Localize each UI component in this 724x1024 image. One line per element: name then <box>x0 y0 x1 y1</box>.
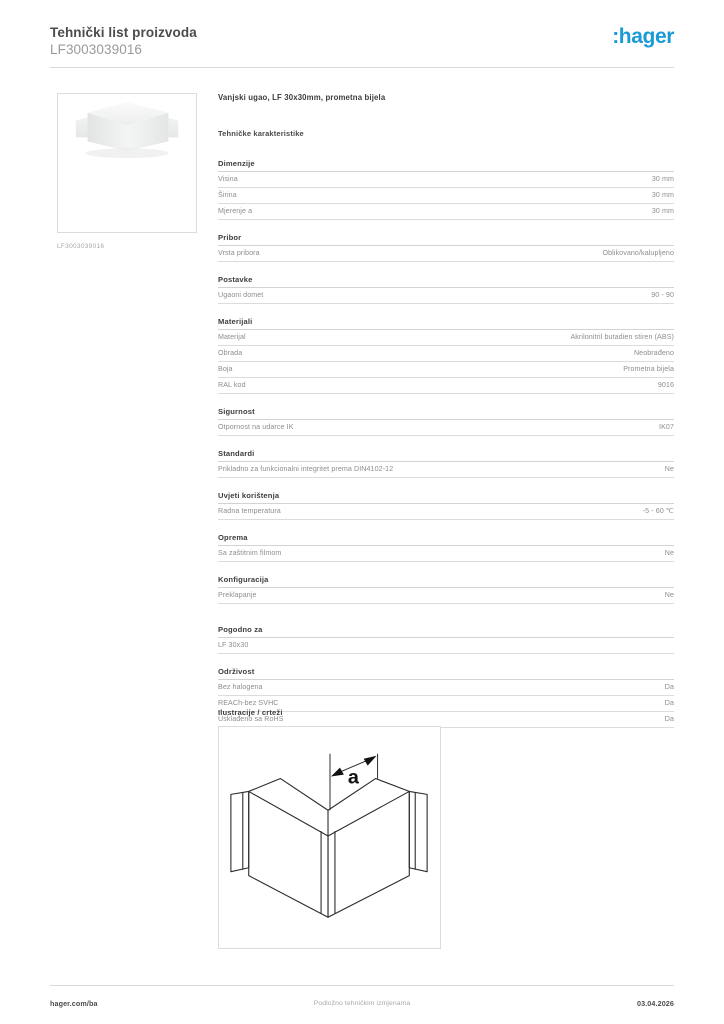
spec-group <box>218 533 674 562</box>
spec-row <box>218 680 674 696</box>
footer-divider <box>50 985 674 986</box>
product-reference: LF3003039016 <box>50 42 143 57</box>
header-titles <box>50 24 197 58</box>
spec-group <box>218 317 674 394</box>
spec-row-value: -5 - 60 ℃ <box>642 507 674 515</box>
spec-row-label: Visina <box>218 175 238 183</box>
spec-row-label: Otpornost na udarce IK <box>218 423 294 431</box>
spec-row-value: Ne <box>664 465 674 473</box>
dimension-label-a: a <box>347 766 359 789</box>
spec-row <box>218 362 674 378</box>
spec-row-value: Ne <box>664 549 674 557</box>
spec-group <box>218 575 674 604</box>
spec-row <box>218 188 674 204</box>
spec-row <box>218 288 674 304</box>
spec-group <box>218 449 674 478</box>
spec-group <box>218 625 674 654</box>
hager-logo: :hager <box>612 25 674 48</box>
spec-row <box>218 330 674 346</box>
spec-row <box>218 204 674 220</box>
spec-row-label: Preklapanje <box>218 591 257 599</box>
spec-group-title: Pribor <box>218 233 674 246</box>
spec-groups <box>218 159 674 728</box>
spec-row <box>218 378 674 394</box>
spec-row-label: Usklađeno sa RoHS <box>218 715 284 723</box>
footer-date: 03.04.2026 <box>637 998 674 1008</box>
spec-row-value: Da <box>664 699 674 707</box>
spec-row-label: Materijal <box>218 333 246 341</box>
spec-row-value: 90 - 90 <box>651 291 674 299</box>
spec-row-label: RAL kod <box>218 381 246 389</box>
spec-row-label: Širina <box>218 191 237 199</box>
spec-row-label: Mjerenje a <box>218 207 253 215</box>
spec-row-label: Ugaoni domet <box>218 291 264 299</box>
spec-row-label: Boja <box>218 365 233 373</box>
product-name: Vanjski ugao, LF 30x30mm, prometna bijela <box>218 93 386 102</box>
specification-content <box>218 93 674 741</box>
spec-row-value: Ne <box>664 591 674 599</box>
external-corner-technical-drawing <box>219 727 440 948</box>
spec-row <box>218 588 674 604</box>
illustrations-section <box>218 708 674 949</box>
specs-heading: Tehničke karakteristike <box>218 129 304 138</box>
illustrations-title: Ilustracije / crteži <box>218 708 283 717</box>
spec-row <box>218 504 674 520</box>
spec-row <box>218 172 674 188</box>
technical-drawing-frame <box>218 726 441 949</box>
spec-row-value: Akrilonitril butadien stiren (ABS) <box>570 333 674 341</box>
corner-piece-product-photo <box>58 94 196 232</box>
spec-group-title: Konfiguracija <box>218 575 674 588</box>
spec-group <box>218 407 674 436</box>
spec-row <box>218 638 674 654</box>
spec-row-value: 30 mm <box>651 191 674 199</box>
spec-row-label: Sa zaštitnim filmom <box>218 549 282 557</box>
spec-row <box>218 546 674 562</box>
spec-row-value: Da <box>664 683 674 691</box>
spec-row-label: Radna temperatura <box>218 507 281 515</box>
spec-group-title: Materijali <box>218 317 674 330</box>
spec-group <box>218 275 674 304</box>
spec-group-title: Održivost <box>218 667 674 680</box>
page-footer <box>50 996 674 1010</box>
header-divider <box>50 67 674 68</box>
spec-row-value: Oblikovano/kaluplјeno <box>602 249 674 257</box>
spec-row-value: Neobrađeno <box>633 349 674 357</box>
spec-group <box>218 159 674 220</box>
spec-row-label: LF 30x30 <box>218 641 249 649</box>
footer-note: Podložno tehničkim izmjenama <box>313 999 411 1007</box>
spec-row-value: 9016 <box>657 381 674 389</box>
spec-row <box>218 246 674 262</box>
spec-row <box>218 346 674 362</box>
spec-row-value: 30 mm <box>651 175 674 183</box>
spec-row-value: IK07 <box>659 423 674 431</box>
spec-row-label: Vrsta pribora <box>218 249 260 257</box>
spec-row <box>218 462 674 478</box>
spec-row-label: Bez halogena <box>218 683 263 691</box>
spec-row-label: REACh-bez SVHC <box>218 699 279 707</box>
spec-group-title: Dimenzije <box>218 159 674 172</box>
product-image-caption: LF3003039016 <box>57 243 105 250</box>
spec-group-title: Standardi <box>218 449 674 462</box>
product-image-frame <box>57 93 197 233</box>
spec-row-value: Prometna bijela <box>623 365 674 373</box>
spec-group <box>218 233 674 262</box>
spec-row-value: 30 mm <box>651 207 674 215</box>
spec-group-title: Oprema <box>218 533 674 546</box>
spec-group-title: Uvjeti korištenja <box>218 491 674 504</box>
spec-row <box>218 420 674 436</box>
spec-row-label: Obrada <box>218 349 243 357</box>
spec-group-title: Pogodno za <box>218 625 674 638</box>
footer-website[interactable]: hager.com/ba <box>50 998 98 1008</box>
page-title: Tehnički list proizvoda <box>50 25 197 40</box>
spec-row-value: Da <box>664 715 674 723</box>
spec-group-title: Postavke <box>218 275 674 288</box>
spec-group-title: Sigurnost <box>218 407 674 420</box>
page-header <box>50 24 674 68</box>
spec-group <box>218 491 674 520</box>
spec-row-label: Prikladno za funkcionalni integritet prema DIN4102-12 <box>218 465 394 473</box>
